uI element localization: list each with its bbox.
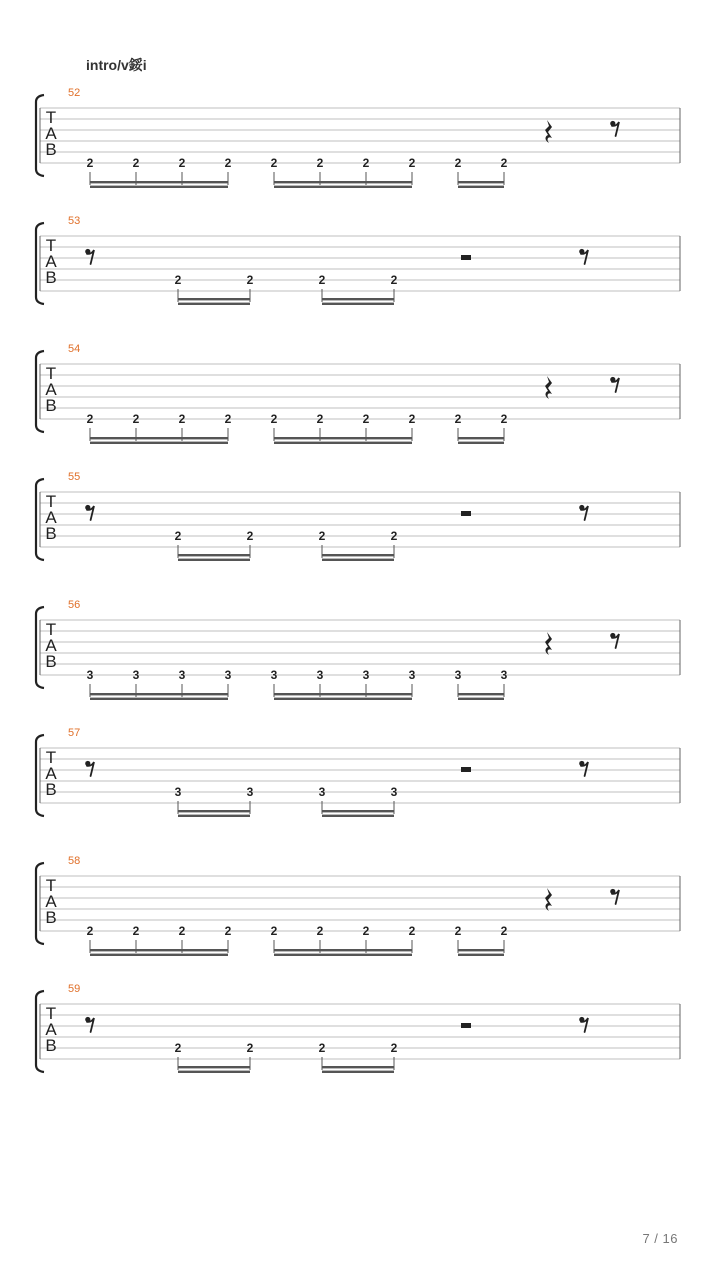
fret-number[interactable]: 2: [318, 529, 326, 543]
beam-secondary: [178, 559, 250, 561]
beam-primary: [90, 693, 228, 695]
quarter-rest-icon: [545, 376, 552, 399]
beam-secondary: [458, 698, 504, 700]
eighth-rest-icon: [579, 249, 588, 264]
tab-clef-letter: B: [45, 1036, 57, 1055]
beam-primary: [90, 181, 228, 183]
fret-number[interactable]: 2: [86, 156, 94, 170]
tab-clef-letter: T: [45, 876, 57, 895]
fret-number[interactable]: 2: [174, 529, 182, 543]
eighth-rest-icon: [85, 249, 94, 264]
tab-clef-letter: B: [45, 652, 57, 671]
fret-number[interactable]: 2: [500, 412, 508, 426]
tab-clef-letter: A: [45, 1020, 57, 1039]
fret-number[interactable]: 2: [362, 412, 370, 426]
measure-number: 59: [68, 983, 81, 995]
eighth-rest-icon: [610, 633, 619, 648]
fret-number[interactable]: 2: [86, 924, 94, 938]
beam-primary: [90, 949, 228, 951]
beam-secondary: [274, 442, 412, 444]
fret-number[interactable]: 2: [318, 1041, 326, 1055]
tab-clef-letter: T: [45, 364, 57, 383]
beam-primary: [178, 810, 250, 812]
fret-number[interactable]: 2: [390, 273, 398, 287]
half-rest-icon: [461, 767, 471, 772]
eighth-rest-icon: [85, 505, 94, 520]
tab-clef-letter: T: [45, 492, 57, 511]
beam-primary: [322, 1066, 394, 1068]
beam-secondary: [90, 442, 228, 444]
fret-number[interactable]: 3: [224, 668, 232, 682]
tab-clef-letter: B: [45, 780, 57, 799]
beam-secondary: [274, 954, 412, 956]
beam-secondary: [274, 186, 412, 188]
fret-number[interactable]: 3: [362, 668, 370, 682]
beam-secondary: [274, 698, 412, 700]
fret-number[interactable]: 2: [178, 156, 186, 170]
beam-primary: [322, 810, 394, 812]
beam-secondary: [178, 815, 250, 817]
tab-system: [0, 984, 720, 1094]
beam-primary: [458, 693, 504, 695]
tab-clef-letter: T: [45, 236, 57, 255]
fret-number[interactable]: 2: [408, 924, 416, 938]
fret-number[interactable]: 2: [454, 924, 462, 938]
fret-number[interactable]: 3: [318, 785, 326, 799]
fret-number[interactable]: 2: [246, 1041, 254, 1055]
beam-secondary: [322, 559, 394, 561]
half-rest-icon: [461, 511, 471, 516]
half-rest-icon: [461, 1023, 471, 1028]
beam-primary: [458, 949, 504, 951]
eighth-rest-icon: [610, 377, 619, 392]
tab-system: [0, 344, 720, 454]
tab-clef-letter: T: [45, 748, 57, 767]
fret-number[interactable]: 2: [390, 529, 398, 543]
tab-system: [0, 856, 720, 966]
eighth-rest-icon: [85, 761, 94, 776]
measure-number: 56: [68, 599, 81, 611]
beam-secondary: [322, 815, 394, 817]
fret-number[interactable]: 3: [500, 668, 508, 682]
beam-secondary: [90, 186, 228, 188]
fret-number[interactable]: 2: [390, 1041, 398, 1055]
fret-number[interactable]: 3: [246, 785, 254, 799]
beam-primary: [274, 437, 412, 439]
tab-clef-letter: T: [45, 620, 57, 639]
measure-number: 52: [68, 87, 81, 99]
quarter-rest-shape: [545, 376, 552, 399]
fret-number[interactable]: 2: [224, 924, 232, 938]
tab-clef-letter: A: [45, 892, 57, 911]
beam-primary: [274, 949, 412, 951]
eighth-rest-icon: [610, 889, 619, 904]
beam-primary: [322, 554, 394, 556]
tab-clef-letter: B: [45, 140, 57, 159]
beam-primary: [322, 298, 394, 300]
measure-number: 57: [68, 727, 81, 739]
fret-number[interactable]: 2: [174, 1041, 182, 1055]
tab-clef-letter: A: [45, 252, 57, 271]
fret-number[interactable]: 3: [390, 785, 398, 799]
tab-system: [0, 216, 720, 326]
tab-clef-letter: B: [45, 268, 57, 287]
fret-number[interactable]: 3: [408, 668, 416, 682]
tab-clef-letter: B: [45, 908, 57, 927]
beam-secondary: [458, 954, 504, 956]
fret-number[interactable]: 3: [270, 668, 278, 682]
eighth-rest-icon: [610, 121, 619, 136]
beam-primary: [274, 181, 412, 183]
beam-secondary: [178, 1071, 250, 1073]
measure-number: 58: [68, 855, 81, 867]
beam-primary: [458, 181, 504, 183]
tab-clef-letter: A: [45, 764, 57, 783]
fret-number[interactable]: 2: [86, 412, 94, 426]
tab-system: [0, 88, 720, 198]
quarter-rest-shape: [545, 632, 552, 655]
measure-number: 54: [68, 343, 81, 355]
tab-clef-letter: A: [45, 636, 57, 655]
fret-number[interactable]: 2: [174, 273, 182, 287]
beam-primary: [90, 437, 228, 439]
beam-primary: [274, 693, 412, 695]
fret-number[interactable]: 2: [224, 412, 232, 426]
fret-number[interactable]: 2: [132, 156, 140, 170]
measure-number: 55: [68, 471, 81, 483]
beam-secondary: [322, 303, 394, 305]
measure-number: 53: [68, 215, 81, 227]
fret-number[interactable]: 2: [246, 529, 254, 543]
beam-primary: [178, 1066, 250, 1068]
fret-number[interactable]: 2: [500, 156, 508, 170]
fret-number[interactable]: 2: [132, 412, 140, 426]
fret-number[interactable]: 3: [316, 668, 324, 682]
beam-secondary: [458, 186, 504, 188]
half-rest-icon: [461, 255, 471, 260]
eighth-rest-icon: [579, 761, 588, 776]
beam-primary: [458, 437, 504, 439]
fret-number[interactable]: 2: [246, 273, 254, 287]
fret-number[interactable]: 2: [178, 412, 186, 426]
eighth-rest-icon: [579, 1017, 588, 1032]
fret-number[interactable]: 2: [408, 412, 416, 426]
tab-clef-letter: A: [45, 508, 57, 527]
beam-secondary: [178, 303, 250, 305]
beam-secondary: [90, 698, 228, 700]
fret-number[interactable]: 2: [316, 156, 324, 170]
fret-number[interactable]: 2: [362, 924, 370, 938]
fret-number[interactable]: 3: [132, 668, 140, 682]
tab-system: [0, 472, 720, 582]
beam-secondary: [322, 1071, 394, 1073]
fret-number[interactable]: 2: [270, 412, 278, 426]
fret-number[interactable]: 2: [408, 156, 416, 170]
fret-number[interactable]: 3: [86, 668, 94, 682]
quarter-rest-icon: [545, 120, 552, 143]
tab-clef-letter: A: [45, 380, 57, 399]
fret-number[interactable]: 2: [500, 924, 508, 938]
tab-system: [0, 600, 720, 710]
quarter-rest-icon: [545, 632, 552, 655]
beam-secondary: [458, 442, 504, 444]
section-title: intro/v鋖i: [86, 57, 147, 73]
tab-clef-letter: A: [45, 124, 57, 143]
tab-clef-letter: B: [45, 524, 57, 543]
quarter-rest-icon: [545, 888, 552, 911]
eighth-rest-icon: [85, 1017, 94, 1032]
fret-number[interactable]: 2: [224, 156, 232, 170]
fret-number[interactable]: 2: [454, 412, 462, 426]
tab-system: [0, 728, 720, 838]
fret-number[interactable]: 2: [318, 273, 326, 287]
beam-primary: [178, 298, 250, 300]
fret-number[interactable]: 2: [270, 924, 278, 938]
fret-number[interactable]: 2: [178, 924, 186, 938]
fret-number[interactable]: 2: [132, 924, 140, 938]
fret-number[interactable]: 3: [454, 668, 462, 682]
tab-clef-letter: B: [45, 396, 57, 415]
page-number: 7 / 16: [642, 1231, 678, 1246]
tab-clef-letter: T: [45, 108, 57, 127]
quarter-rest-shape: [545, 120, 552, 143]
fret-number[interactable]: 2: [454, 156, 462, 170]
tab-clef-letter: T: [45, 1004, 57, 1023]
fret-number[interactable]: 3: [178, 668, 186, 682]
fret-number[interactable]: 3: [174, 785, 182, 799]
fret-number[interactable]: 2: [362, 156, 370, 170]
quarter-rest-shape: [545, 888, 552, 911]
beam-secondary: [90, 954, 228, 956]
fret-number[interactable]: 2: [316, 412, 324, 426]
fret-number[interactable]: 2: [316, 924, 324, 938]
eighth-rest-icon: [579, 505, 588, 520]
beam-primary: [178, 554, 250, 556]
fret-number[interactable]: 2: [270, 156, 278, 170]
